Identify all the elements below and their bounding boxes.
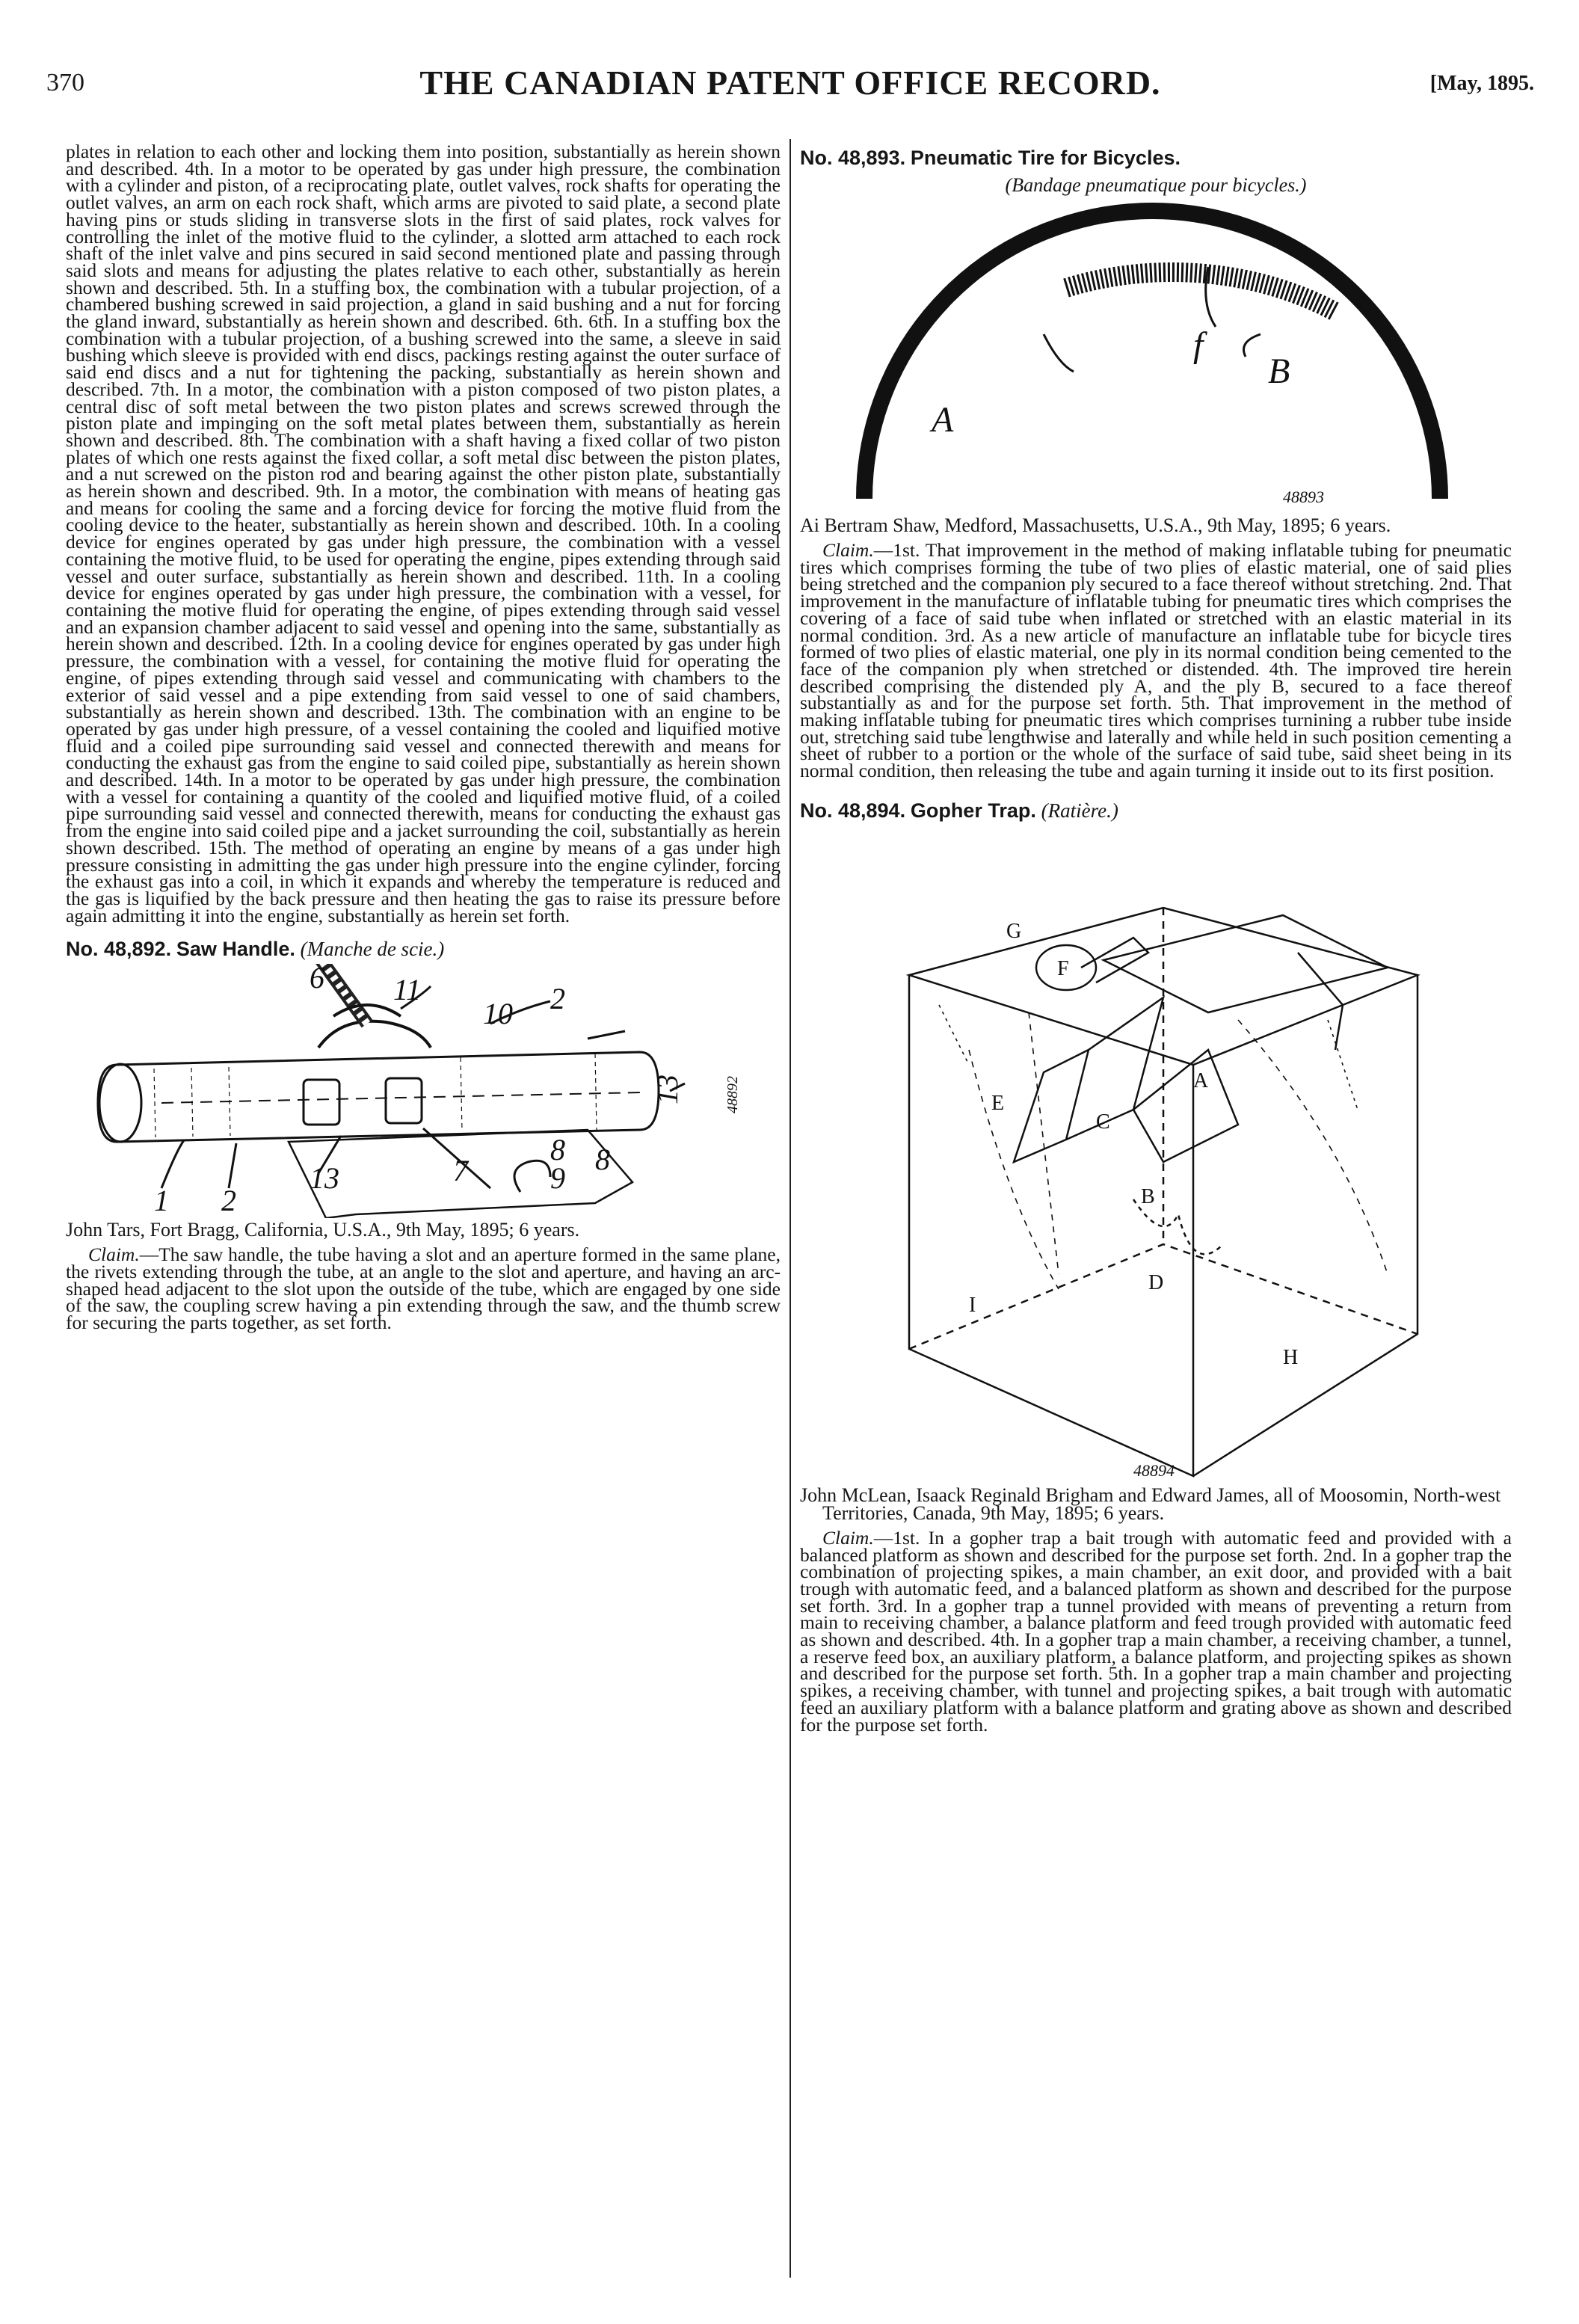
svg-text:8: 8 <box>550 1133 565 1167</box>
patent-48894-inventor: John McLean, Isaack Reginald Brigham and Edward James, all of Moosomin, North-west Territories, Canada, 9th May, 1895; 6 years. <box>800 1484 1501 1524</box>
svg-text:2: 2 <box>221 1184 236 1218</box>
svg-text:9: 9 <box>550 1161 565 1196</box>
claim-text: —1st. That improvement in the method of making inflatable tubing for pneumatic tires which comprises forming the tube of two plies of elastic material, one of said plies being stretched and the companion ply secured to a face thereof without stretching. 2nd. That improvement in the manufacture of inflatable tubing for pneumatic tires which comprises the covering of a face of said tube when inflated or stretched with an elastic material in its normal condition. 3rd. As a new article of manufacture an inflatable tube for bicycle tires formed of two plies of elastic material, one ply in its normal condition being cemented to the face of the companion ply when stretched or distended. 4th. The improved tire herein described comprising the distended ply A, and the ply B, secured to a face thereof substantially as and for the purpose set forth. 5th. That improvement in the method of making inflatable tubing for pneumatic tires which comprises turnining a rubber tube inside out, stretching said tube lengthwise and laterally and while held in such position cementing a sheet of rubber to a portion or the whole of the surface of said tube, said sheet being in its normal condition, then releasing the tube and again turning it inside out to its first position. <box>800 539 1512 782</box>
gopher-trap-figure <box>819 826 1492 1484</box>
page-header <box>46 63 1534 112</box>
patent-48894-heading <box>800 799 1512 823</box>
page-number: 370 <box>46 69 84 96</box>
patent-french-title: (Manche de scie.) <box>300 938 445 961</box>
claim-label: Claim. <box>88 1244 140 1266</box>
svg-text:A: A <box>1193 1069 1209 1092</box>
patent-title: Saw Handle. <box>176 938 295 961</box>
svg-text:1: 1 <box>154 1184 169 1218</box>
figure-number: 48894 <box>1133 1460 1175 1480</box>
patent-48893-claim <box>800 539 1512 782</box>
claim-label: Claim. <box>822 1526 874 1549</box>
svg-text:E: E <box>991 1091 1005 1115</box>
svg-text:13: 13 <box>650 1075 684 1105</box>
patent-48893-inventor: Ai Bertram Shaw, Medford, Massachusetts, U.S.A., 9th May, 1895; 6 years. <box>800 514 1391 536</box>
svg-text:6: 6 <box>310 964 324 995</box>
svg-text:F: F <box>1057 956 1069 980</box>
patent-48892-inventor: John Tars, Fort Bragg, California, U.S.A., 9th May, 1895; 6 years. <box>66 1219 580 1241</box>
patent-48893-heading <box>800 147 1512 170</box>
patent-french-title: (Ratière.) <box>1041 799 1118 822</box>
patent-48892-heading <box>66 938 781 961</box>
svg-text:G: G <box>1006 919 1022 943</box>
svg-text:f: f <box>1193 325 1204 365</box>
patent-number: No. 48,893. <box>800 147 906 169</box>
svg-text:11: 11 <box>393 973 422 1007</box>
left-column <box>66 141 781 2272</box>
svg-text:B: B <box>1268 351 1290 391</box>
patent-48893-french-title: (Bandage pneumatique pour bicycles.) <box>1005 174 1307 196</box>
patent-number: No. 48,894. <box>800 799 906 822</box>
issue-date: [May, 1895. <box>1429 72 1534 95</box>
svg-text:C: C <box>1096 1110 1110 1134</box>
patent-48894-claim <box>800 1526 1512 1736</box>
svg-text:I: I <box>969 1293 976 1317</box>
svg-text:2: 2 <box>550 982 565 1016</box>
svg-text:7: 7 <box>453 1154 468 1188</box>
svg-text:8: 8 <box>595 1143 610 1177</box>
svg-text:H: H <box>1283 1345 1299 1369</box>
patent-48892-claim <box>66 1246 781 1332</box>
patent-title: Gopher Trap. <box>910 799 1036 822</box>
right-column <box>800 144 1512 2272</box>
saw-handle-figure <box>72 964 775 1218</box>
patent-number: No. 48,892. <box>66 938 172 961</box>
bicycle-tire-figure <box>819 200 1492 514</box>
svg-text:13: 13 <box>310 1161 339 1196</box>
claim-text: —The saw handle, the tube having a slot and an aperture formed in the same plane, the rivets extending through the tube, at an angle to the slot and aperture, and having an arc-shaped head adjacent to the slot upon the outside of the tube, which are engaged by one side of the saw, the coupling screw having a pin extending through the saw, and the thumb screw for securing the parts together, as set forth. <box>66 1244 781 1334</box>
svg-text:B: B <box>1141 1184 1155 1208</box>
running-title: THE CANADIAN PATENT OFFICE RECORD. <box>419 64 1161 102</box>
claim-label: Claim. <box>822 539 874 561</box>
continued-claims-text: plates in relation to each other and locking them into position, substantially as herein shown and described. 4th. In a motor to be operated by gas under high pressure, the combination with a cylinder and piston, of a reciprocating plate, outlet valves, rock shafts for operating the outlet valves, an arm on each rock shaft, which arms are pivoted to said plate, a second plate having pins or studs sliding in transverse slots in the first of said plates, rock valves for controlling the inlet of the motive fluid to the cylinder, a slotted arm attached to each rock shaft of the inlet valve and pins secured in said second mentioned plate and passing through said slots and means for adjusting the plates relative to each other, substantially as herein shown and described. 5th. In a stuffing box, the combination with a tubular projection, of a chambered bushing screwed in said projection, a gland in said bushing and a nut for forcing the gland inward, substantially as herein shown and described. 6th. 6th. In a stuffing box the combination with a tubular projection, of a bushing screwed into the same, a sleeve in said bushing which sleeve is provided with end discs, packings resting against the outer surface of said end discs and a nut for tightening the packing, substantially as herein shown and described. 7th. In a motor, the combination with a piston composed of two piston plates, a central disc of soft metal between the two piston plates and screws screwed through the piston plate and impinging on the soft metal plates between them, substantially as herein shown and described. 8th. The combination with a shaft having a fixed collar of two piston plates of which one rests against the fixed collar, a soft metal disc between the piston plates, and a nut screwed on the piston rod and bearing against the other piston plate, substantially as herein shown and described. 9th. In a motor, the combination with means of heating gas and means for cooling the same and a forcing device for forcing the motive fluid from the cooling device to the heater, substantially as herein shown and described. 10th. In a cooling device for engines operated by gas under high pressure, the combination with a vessel containing the motive fluid, to be used for operating the engine, pipes extending through said vessel and outer surface, substantially as herein shown and described. 11th. In a cooling device for engines operated by gas under high pressure, the combination with a vessel, for containing the motive fluid for operating the engine, of pipes extending through said vessel and an expansion chamber adjacent to said vessel and opening into the same, substantially as herein shown and described. 12th. In a cooling device for engines operated by gas under high pressure, the combination with a vessel, for containing the motive fluid for operating the engine, of pipes extending through said vessel and communicating with chambers to the exterior of said vessel and a pipe extending from said vessel to one of said chambers, substantially as herein shown and described. 13th. The combination with an engine to be operated by gas under high pressure, of a vessel containing the cooled and liquified motive fluid and a coiled pipe surrounding said vessel and connected therewith and means for conducting the exhaust gas from the engine to said coiled pipe, substantially as herein shown and described. 14th. In a motor to be operated by gas under high pressure, the combination with a vessel for containing a quantity of the cooled and liquified motive fluid, of a coiled pipe surrounding said vessel and connected therewith, means for conducting the exhaust gas from the engine into said coiled pipe and a jacket surrounding the coil, substantially as herein shown described. 15th. The method of operating an engine by means of a gas under high pressure consisting in admitting the gas under high pressure into the engine cylinder, forcing the exhaust gas into a coil, in which it expands and whereby the temperature is reduced and the gas is liquified by the back pressure and then heating the gas to raise its pressure before again admitting it into the engine, substantially as herein set forth. <box>66 141 781 926</box>
figure-number: 48893 <box>1283 488 1324 506</box>
column-divider <box>790 139 791 2278</box>
claim-text: —1st. In a gopher trap a bait trough with automatic feed and provided with a balanced platform as shown and described for the purpose set forth. 2nd. In a gopher trap the combination of projecting spikes, a main chamber, an exit door, and provided with a bait trough with automatic feed, and a balanced platform as shown and described for the purpose set forth. 3rd. In a gopher trap a tunnel provided with means of preventing a return from main to receiving chamber, a balance platform and feed trough provided with automatic feed as shown and described. 4th. In a gopher trap a main chamber, a receiving chamber, a tunnel, a reserve feed box, an auxiliary platform, a balance platform, and projecting spikes as shown and described for the purpose set forth. 5th. In a gopher trap a main chamber and projecting spikes, a receiving chamber, with tunnel and projecting spikes, a bait trough with automatic feed an auxiliary platform with a balance platform and grating above as shown and described for the purpose set forth. <box>800 1526 1512 1736</box>
figure-number: 48892 <box>724 1076 741 1114</box>
patent-title: Pneumatic Tire for Bicycles. <box>910 147 1181 169</box>
svg-text:10: 10 <box>483 997 513 1031</box>
svg-text:D: D <box>1148 1270 1164 1294</box>
svg-text:A: A <box>932 400 954 440</box>
